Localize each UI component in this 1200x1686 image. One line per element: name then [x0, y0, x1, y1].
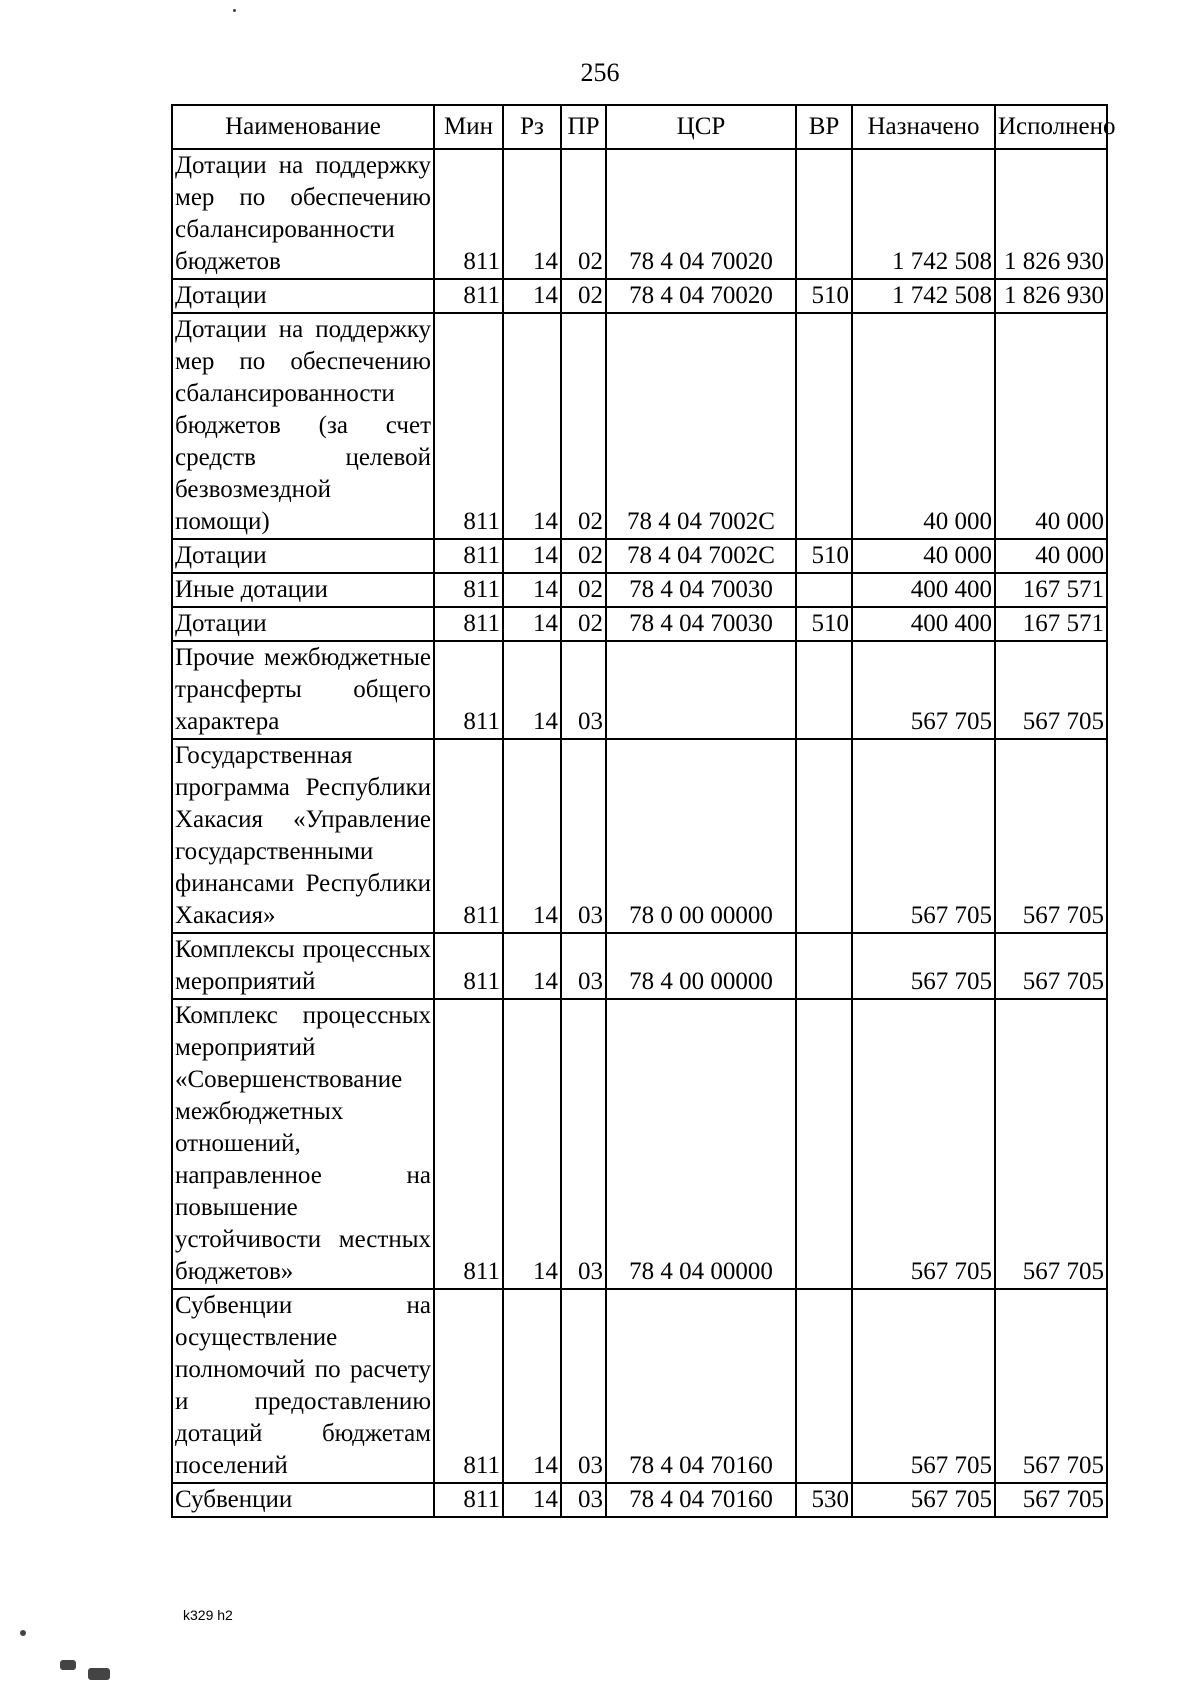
row-assigned: 40 000 — [852, 539, 995, 573]
page-number: 256 — [580, 58, 620, 87]
row-assigned: 567 705 — [852, 999, 995, 1289]
row-min: 811 — [434, 279, 503, 313]
table-row — [172, 1483, 1107, 1517]
row-executed: 567 705 — [995, 999, 1107, 1289]
table-row — [172, 539, 1107, 573]
table-row — [172, 607, 1107, 641]
row-rz: 14 — [503, 607, 561, 641]
row-name: Дотации — [172, 539, 434, 573]
table-row — [172, 933, 1107, 999]
row-rz: 14 — [503, 1289, 561, 1483]
scan-speck — [88, 1668, 110, 1680]
row-vr: 530 — [796, 1483, 852, 1517]
row-assigned: 1 742 508 — [852, 149, 995, 279]
table-header-row — [172, 105, 1107, 149]
scan-speck — [60, 1660, 76, 1670]
table-row — [172, 999, 1107, 1289]
row-rz: 14 — [503, 933, 561, 999]
row-name: Дотации — [172, 279, 434, 313]
row-vr: 510 — [796, 279, 852, 313]
row-name: Субвенции — [172, 1483, 434, 1517]
row-name: Иные дотации — [172, 573, 434, 607]
row-pr: 02 — [561, 149, 606, 279]
row-name: Субвенции на осуществление полномочий по расчету и предоставлению дотаций бюджетам поселений — [172, 1289, 434, 1483]
row-executed: 1 826 930 — [995, 279, 1107, 313]
row-csr: 78 4 04 70030 — [606, 607, 796, 641]
row-name: Дотации на поддержку мер по обеспечению сбалансированности бюджетов (за счет средств целевой безвозмездной помощи) — [172, 313, 434, 539]
row-assigned: 400 400 — [852, 573, 995, 607]
row-assigned: 400 400 — [852, 607, 995, 641]
table-row — [172, 279, 1107, 313]
row-pr: 02 — [561, 539, 606, 573]
header-vr: ВР — [796, 105, 852, 149]
scan-speck — [20, 1630, 26, 1636]
row-executed: 567 705 — [995, 933, 1107, 999]
table-row — [172, 739, 1107, 933]
row-name: Прочие межбюджетные трансферты общего характера — [172, 641, 434, 739]
row-name: Комплекс процессных мероприятий «Совершенствование межбюджетных отношений, направленное на повышение устойчивости местных бюджетов» — [172, 999, 434, 1289]
row-pr: 02 — [561, 573, 606, 607]
row-rz: 14 — [503, 313, 561, 539]
row-csr: 78 4 04 70020 — [606, 149, 796, 279]
row-min: 811 — [434, 1483, 503, 1517]
row-min: 811 — [434, 739, 503, 933]
row-pr: 03 — [561, 641, 606, 739]
row-assigned: 567 705 — [852, 739, 995, 933]
row-min: 811 — [434, 539, 503, 573]
row-pr: 03 — [561, 739, 606, 933]
row-executed: 567 705 — [995, 641, 1107, 739]
header-pr: ПР — [561, 105, 606, 149]
row-pr: 02 — [561, 313, 606, 539]
row-assigned: 567 705 — [852, 1483, 995, 1517]
row-name: Дотации — [172, 607, 434, 641]
row-pr: 03 — [561, 999, 606, 1289]
row-csr: 78 4 04 7002C — [606, 313, 796, 539]
row-pr: 03 — [561, 933, 606, 999]
row-assigned: 567 705 — [852, 1289, 995, 1483]
footer-code: k329 h2 — [183, 1607, 233, 1623]
row-assigned: 1 742 508 — [852, 279, 995, 313]
row-min: 811 — [434, 641, 503, 739]
header-name: Наименование — [172, 105, 434, 149]
row-min: 811 — [434, 1289, 503, 1483]
row-executed: 1 826 930 — [995, 149, 1107, 279]
row-csr — [606, 641, 796, 739]
row-executed: 40 000 — [995, 313, 1107, 539]
header-csr: ЦСР — [606, 105, 796, 149]
row-executed: 40 000 — [995, 539, 1107, 573]
row-vr — [796, 573, 852, 607]
header-assigned: Назначено — [852, 105, 995, 149]
table-row — [172, 149, 1107, 279]
row-executed: 567 705 — [995, 1483, 1107, 1517]
row-name: Дотации на поддержку мер по обеспечению сбалансированности бюджетов — [172, 149, 434, 279]
row-csr: 78 4 04 70030 — [606, 573, 796, 607]
row-rz: 14 — [503, 279, 561, 313]
row-vr — [796, 933, 852, 999]
row-vr — [796, 739, 852, 933]
row-csr: 78 4 04 70160 — [606, 1289, 796, 1483]
row-name: Комплексы процессных мероприятий — [172, 933, 434, 999]
row-pr: 03 — [561, 1289, 606, 1483]
row-rz: 14 — [503, 999, 561, 1289]
row-vr: 510 — [796, 607, 852, 641]
row-rz: 14 — [503, 573, 561, 607]
row-min: 811 — [434, 607, 503, 641]
row-vr — [796, 999, 852, 1289]
row-executed: 167 571 — [995, 573, 1107, 607]
row-rz: 14 — [503, 1483, 561, 1517]
header-executed: Исполнено — [995, 105, 1107, 149]
row-min: 811 — [434, 999, 503, 1289]
row-pr: 02 — [561, 607, 606, 641]
table-row — [172, 573, 1107, 607]
row-name: Государственная программа Республики Хакасия «Управление государственными финансами Республики Хакасия» — [172, 739, 434, 933]
header-min: Мин — [434, 105, 503, 149]
row-pr: 02 — [561, 279, 606, 313]
row-assigned: 567 705 — [852, 933, 995, 999]
row-executed: 567 705 — [995, 1289, 1107, 1483]
row-vr — [796, 641, 852, 739]
row-executed: 567 705 — [995, 739, 1107, 933]
row-min: 811 — [434, 933, 503, 999]
budget-table — [171, 104, 1116, 1518]
row-vr: 510 — [796, 539, 852, 573]
table-row — [172, 313, 1107, 539]
row-csr: 78 4 04 70020 — [606, 279, 796, 313]
row-csr: 78 0 00 00000 — [606, 739, 796, 933]
row-csr: 78 4 04 00000 — [606, 999, 796, 1289]
row-pr: 03 — [561, 1483, 606, 1517]
row-rz: 14 — [503, 739, 561, 933]
row-min: 811 — [434, 573, 503, 607]
row-vr — [796, 1289, 852, 1483]
row-rz: 14 — [503, 641, 561, 739]
row-executed: 167 571 — [995, 607, 1107, 641]
table-row — [172, 1289, 1107, 1483]
row-csr: 78 4 04 7002C — [606, 539, 796, 573]
row-vr — [796, 313, 852, 539]
row-csr: 78 4 04 70160 — [606, 1483, 796, 1517]
header-rz: Рз — [503, 105, 561, 149]
table-row — [172, 641, 1107, 739]
row-min: 811 — [434, 149, 503, 279]
scan-speck — [233, 9, 236, 12]
row-assigned: 40 000 — [852, 313, 995, 539]
row-csr: 78 4 00 00000 — [606, 933, 796, 999]
row-assigned: 567 705 — [852, 641, 995, 739]
row-rz: 14 — [503, 539, 561, 573]
row-vr — [796, 149, 852, 279]
row-min: 811 — [434, 313, 503, 539]
row-rz: 14 — [503, 149, 561, 279]
